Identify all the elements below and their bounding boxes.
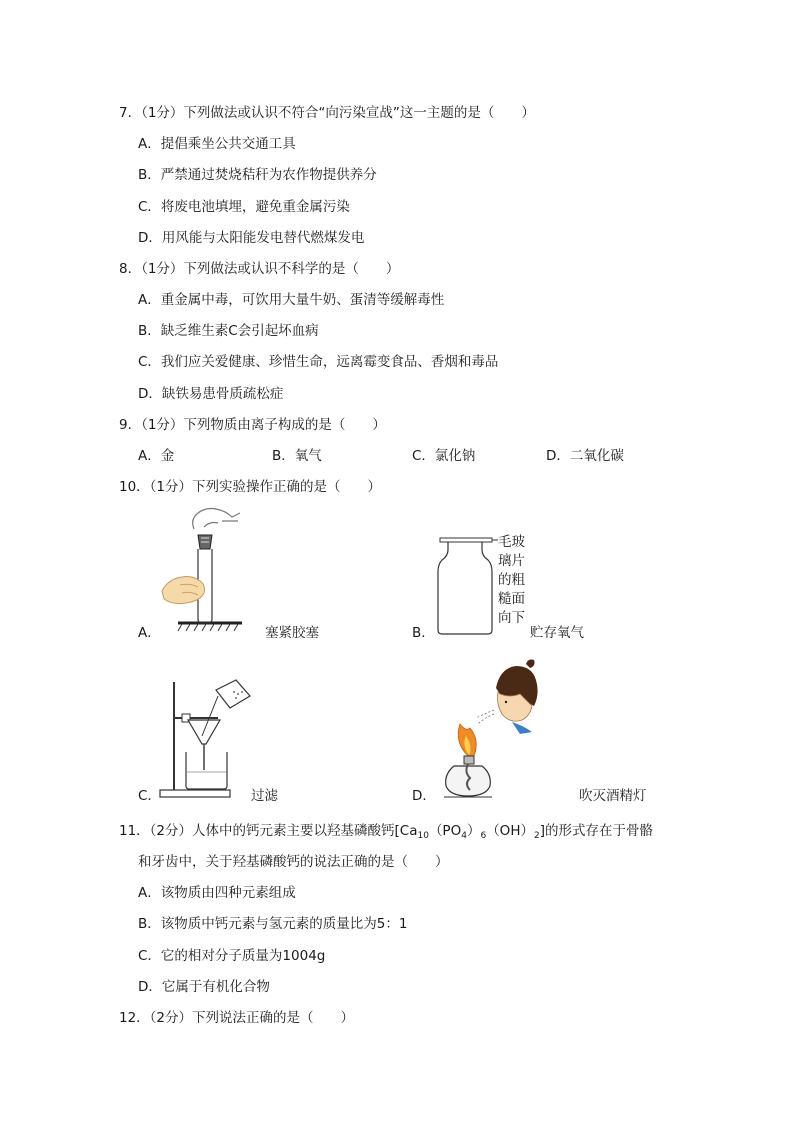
q9-option-c: C．氯化钠 — [412, 448, 476, 464]
q10-option-c-caption: 过滤 — [251, 788, 278, 804]
q11-option-b: B．该物质中钙元素与氢元素的质量比为5：1 — [138, 916, 408, 932]
q7-option-c: C．将废电池填埋，避免重金属污染 — [138, 199, 350, 215]
q11-option-d: D．它属于有机化合物 — [138, 979, 270, 995]
q11-stem-part4: （OH） — [486, 823, 534, 839]
question-8-stem: 8．（1分）下列做法或认识不科学的是（ ） — [119, 261, 400, 277]
q10-option-a-letter: A． — [138, 625, 161, 641]
q10-option-b-caption: 贮存氧气 — [530, 625, 584, 641]
q10-option-d-caption: 吹灭酒精灯 — [579, 788, 647, 804]
q7-option-b: B．严禁通过焚烧秸秆为农作物提供养分 — [138, 167, 377, 183]
q7-option-a: A．提倡乘坐公共交通工具 — [138, 136, 296, 152]
q8-option-a: A．重金属中毒，可饮用大量牛奶、蛋清等缓解毒性 — [138, 292, 445, 308]
q10-option-a-caption: 塞紧胶塞 — [265, 625, 319, 641]
figure-alcohol-lamp — [440, 658, 550, 803]
q9-option-a: A．金 — [138, 448, 175, 464]
q10-option-d-letter: D． — [412, 788, 436, 804]
q9-option-b: B．氧气 — [272, 448, 322, 464]
question-12-stem: 12．（2分）下列说法正确的是（ ） — [119, 1010, 355, 1026]
q11-stem-part3: ） — [466, 823, 481, 839]
q10-option-c-letter: C． — [138, 788, 161, 804]
glass-plate-annotation: 毛玻璃片的粗糙面向下 — [498, 534, 525, 626]
question-7-stem: 7．（1分）下列做法或认识不符合“向污染宣战”这一主题的是（ ） — [119, 105, 535, 121]
figure-stopper-test-tube — [160, 505, 250, 635]
q10-option-b-letter: B． — [412, 625, 435, 641]
q11-stem-part5: ]的形式存在于骨骼 — [539, 823, 653, 839]
question-9-stem: 9．（1分）下列物质由离子构成的是（ ） — [119, 417, 386, 433]
question-10-stem: 10．（1分）下列实验操作正确的是（ ） — [119, 479, 382, 495]
q11-subscript-2: 4 — [461, 831, 467, 841]
q11-stem-part1: 11．（2分）人体中的钙元素主要以羟基磷酸钙[Ca — [119, 823, 418, 839]
q11-option-a: A．该物质由四种元素组成 — [138, 885, 296, 901]
q9-option-d: D．二氧化碳 — [546, 448, 624, 464]
q11-option-c: C．它的相对分子质量为1004g — [138, 948, 326, 964]
q11-stem-part2: （PO — [428, 823, 462, 839]
q7-option-d: D．用风能与太阳能发电替代燃煤发电 — [138, 230, 365, 246]
q8-option-c: C．我们应关爱健康、珍惜生命，远离霉变食品、香烟和毒品 — [138, 354, 499, 370]
q11-subscript-3: 6 — [480, 831, 487, 841]
q11-subscript-4: 2 — [533, 831, 540, 841]
q11-subscript-1: 10 — [417, 831, 429, 841]
q8-option-b: B．缺乏维生素C会引起坏血病 — [138, 323, 319, 339]
question-11-stem-line2: 和牙齿中，关于羟基磷酸钙的说法正确的是（ ） — [138, 854, 449, 870]
q8-option-d: D．缺铁易患骨质疏松症 — [138, 386, 284, 402]
figure-filtration — [158, 674, 258, 804]
question-11-stem — [119, 822, 653, 845]
